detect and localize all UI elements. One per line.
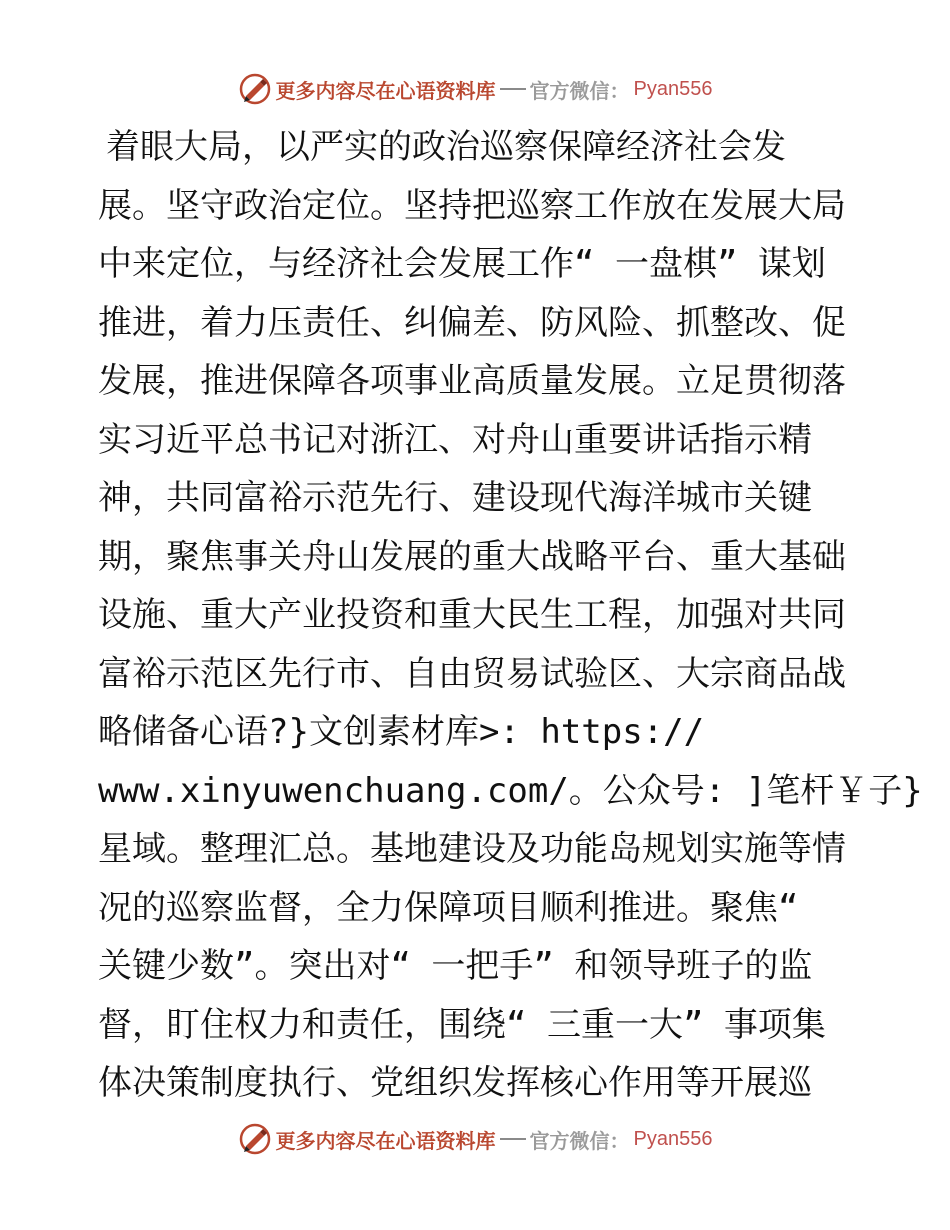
body-line: 略储备心语?}文创素材库>: https:// xyxy=(98,712,705,752)
footer-banner xyxy=(0,1122,950,1156)
body-line: www.xinyuwenchuang.com/。公众号: ]笔杆￥子} xyxy=(98,770,923,811)
banner-text: 更多内容尽在心语资料库 xyxy=(275,78,496,103)
body-line: 关键少数”。突出对“ 一把手” 和领导班子的监 xyxy=(98,946,813,986)
body-line: 期，聚焦事关舟山发展的重大战略平台、重大基础 xyxy=(98,536,846,577)
body-line: 况的巡察监督，全力保障项目顺利推进。聚焦“ xyxy=(98,887,799,928)
brand-logo-icon xyxy=(238,72,272,106)
body-line: 发展，推进保障各项事业高质量发展。立足贯彻落 xyxy=(98,361,846,401)
body-line: 神，共同富裕示范先行、建设现代海洋城市关键 xyxy=(98,478,812,518)
body-line: 富裕示范区先行市、自由贸易试验区、大宗商品战 xyxy=(98,653,846,694)
body-line: 星域。整理汇总。基地建设及功能岛规划实施等情 xyxy=(98,829,846,869)
document-body xyxy=(98,118,923,1113)
body-line: 中来定位，与经济社会发展工作“ 一盘棋” 谋划 xyxy=(98,244,826,284)
wechat-id: Pyan556 xyxy=(633,77,713,100)
wechat-label: 官方微信： xyxy=(529,1128,630,1153)
body-line: 实习近平总书记对浙江、对舟山重要讲话指示精 xyxy=(98,419,812,460)
wechat-label: 官方微信： xyxy=(529,78,630,103)
banner-dash xyxy=(500,88,526,90)
banner-dash xyxy=(500,1138,526,1140)
body-line: 设施、重大产业投资和重大民生工程，加强对共同 xyxy=(98,595,846,635)
body-line: 体决策制度执行、党组织发挥核心作用等开展巡 xyxy=(98,1063,812,1103)
body-line: 着眼大局，以严实的政治巡察保障经济社会发 xyxy=(106,127,786,167)
body-line: 展。坚守政治定位。坚持把巡察工作放在发展大局 xyxy=(98,185,846,226)
brand-logo-icon xyxy=(238,1122,272,1156)
banner-text: 更多内容尽在心语资料库 xyxy=(275,1128,496,1153)
wechat-id: Pyan556 xyxy=(633,1127,713,1150)
header-banner xyxy=(0,72,950,106)
body-line: 推进，着力压责任、纠偏差、防风险、抓整改、促 xyxy=(98,302,846,343)
body-line: 督，盯住权力和责任，围绕“ 三重一大” 事项集 xyxy=(98,1004,826,1045)
